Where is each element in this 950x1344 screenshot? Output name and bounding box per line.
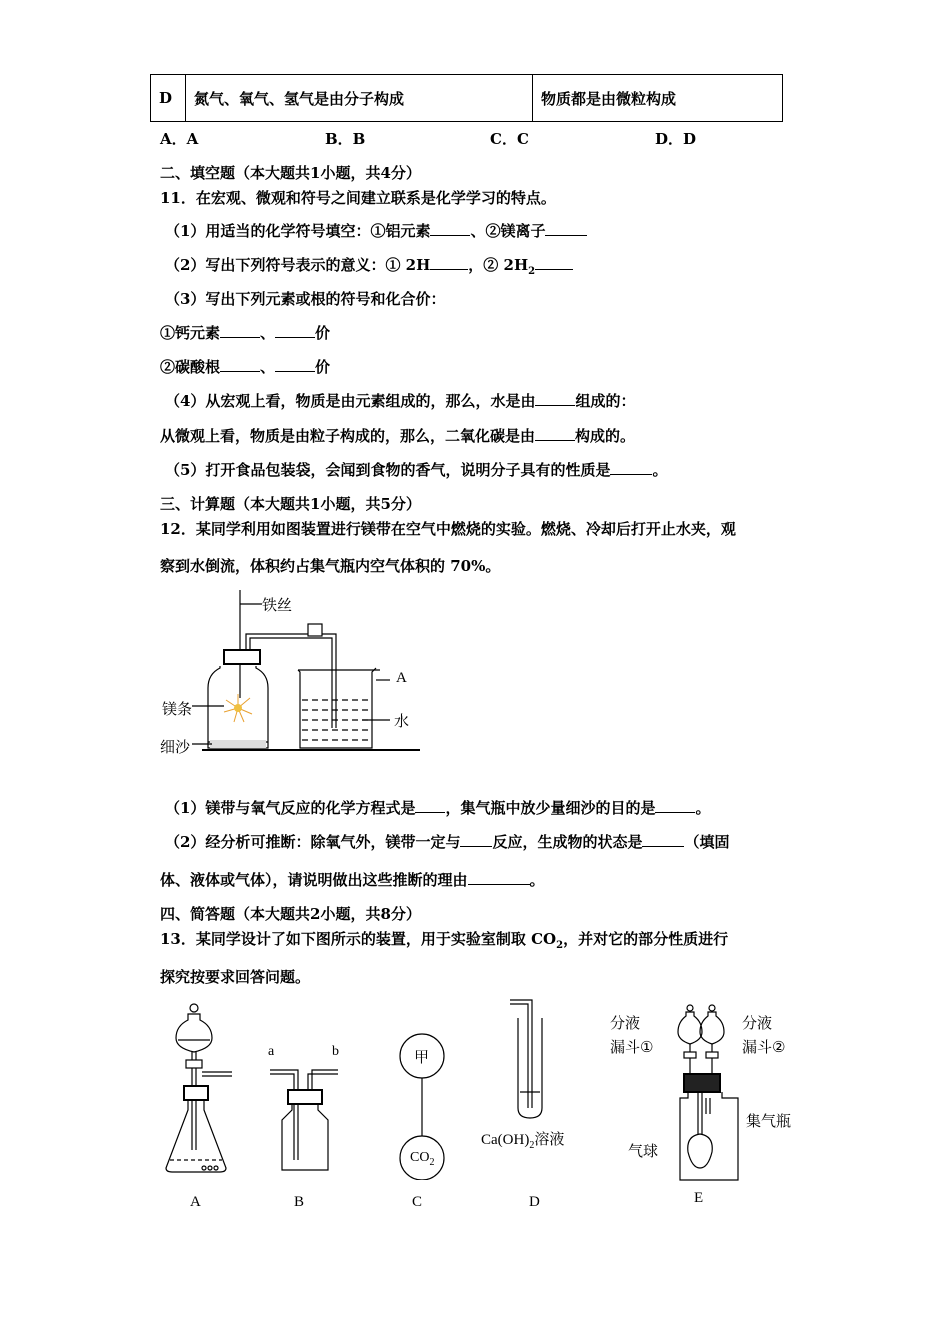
q13-stem-1: 13．某同学设计了如下图所示的装置，用于实验室制取 $CO_2$，并对它的部分性质进行	[160, 930, 729, 951]
co2-label: $CO_2$	[410, 1150, 435, 1168]
option-d: D．D	[655, 130, 697, 148]
fig-label-b: B	[294, 1194, 305, 1210]
q11-part2: （2）写出下列符号表示的意义：① 2H ，② $2H_2$	[165, 254, 573, 277]
sand	[210, 740, 266, 748]
apparatus-b	[262, 1040, 352, 1180]
option-c: C．C	[490, 130, 529, 148]
q11-part4-cont: 从微观上看，物质是由粒子构成的，那么，二氧化碳是由 构成的。	[160, 427, 636, 445]
balloon-jia: 甲	[414, 1048, 430, 1066]
option-b: B．B	[325, 130, 366, 148]
q12-stem-1: 12．某同学利用如图装置进行镁带在空气中燃烧的实验。燃烧、冷却后打开止水夹，观	[160, 520, 736, 538]
beaker	[298, 668, 376, 748]
q12-part2-cont: 体、液体或气体），请说明做出这些推断的理由 。	[160, 871, 545, 889]
row-label: D	[151, 75, 186, 122]
row-conclusion: 物质都是由微粒构成	[533, 75, 783, 122]
q12-part1: （1）镁带与氧气反应的化学方程式是 ，集气瓶中放少量细沙的目的是 。	[165, 799, 711, 817]
q12-part2: （2）经分析可推断：除氧气外，镁带一定与 反应，生成物的状态是 （填固	[165, 833, 730, 851]
q12-stem-2: 察到水倒流，体积约占集气瓶内空气体积的 70%。	[160, 557, 501, 575]
section-4-title: 四、简答题（本大题共2小题，共8分）	[160, 905, 421, 923]
funnel1-label-line2: 漏斗①	[610, 1038, 654, 1056]
label-sand: 细沙	[160, 738, 191, 756]
balloon-label: 气球	[628, 1142, 659, 1160]
caoh2-label: $Ca(OH)_2$溶液	[481, 1132, 565, 1151]
apparatus-d	[500, 996, 560, 1122]
q11-part5: （5）打开食品包装袋，会闻到食物的香气，说明分子具有的性质是 。	[165, 461, 668, 479]
q11-part3: （3）写出下列元素或根的符号和化合价：	[165, 290, 446, 308]
fig-label-a: A	[190, 1194, 201, 1210]
q11-stem: 11．在宏观、微观和符号之间建立联系是化学学习的特点。	[160, 189, 556, 207]
answer-table-row	[150, 74, 783, 122]
row-content: 氮气、氧气、氢气是由分子构成	[186, 75, 533, 122]
port-a: a	[268, 1044, 275, 1059]
fig-label-d: D	[529, 1194, 540, 1210]
q13-stem-2: 探究按要求回答问题。	[160, 968, 311, 986]
q11-part3-item1: ①钙元素 、 价	[160, 324, 331, 342]
port-b: b	[332, 1044, 339, 1059]
section-3-title: 三、计算题（本大题共1小题，共5分）	[160, 495, 421, 513]
funnel2-label-line1: 分液	[742, 1014, 773, 1032]
q11-part3-item2: ②碳酸根 、 价	[160, 358, 331, 376]
q11-part4: （4）从宏观上看，物质是由元素组成的，那么，水是由 组成的：	[165, 392, 636, 410]
bottle-label: 集气瓶	[746, 1112, 792, 1130]
fig-label-e: E	[694, 1190, 704, 1206]
funnel2-label-line2: 漏斗②	[742, 1038, 786, 1056]
balloon	[688, 1134, 713, 1168]
clamp	[308, 624, 322, 636]
section-2-title: 二、填空题（本大题共1小题，共4分）	[160, 164, 421, 182]
apparatus-e	[660, 1000, 750, 1190]
q11-part1: （1）用适当的化学符号填空：①铝元素 、②镁离子	[165, 220, 587, 241]
funnel1-label-line1: 分液	[610, 1014, 641, 1032]
label-water: 水	[394, 712, 410, 730]
apparatus-a	[160, 1000, 240, 1180]
option-a: A．A	[160, 130, 199, 148]
label-a: A	[396, 670, 407, 686]
label-mg-strip: 镁条	[162, 700, 193, 718]
stopper	[224, 650, 260, 664]
label-iron-wire: 铁丝	[262, 596, 293, 614]
fig-label-c: C	[412, 1194, 423, 1210]
